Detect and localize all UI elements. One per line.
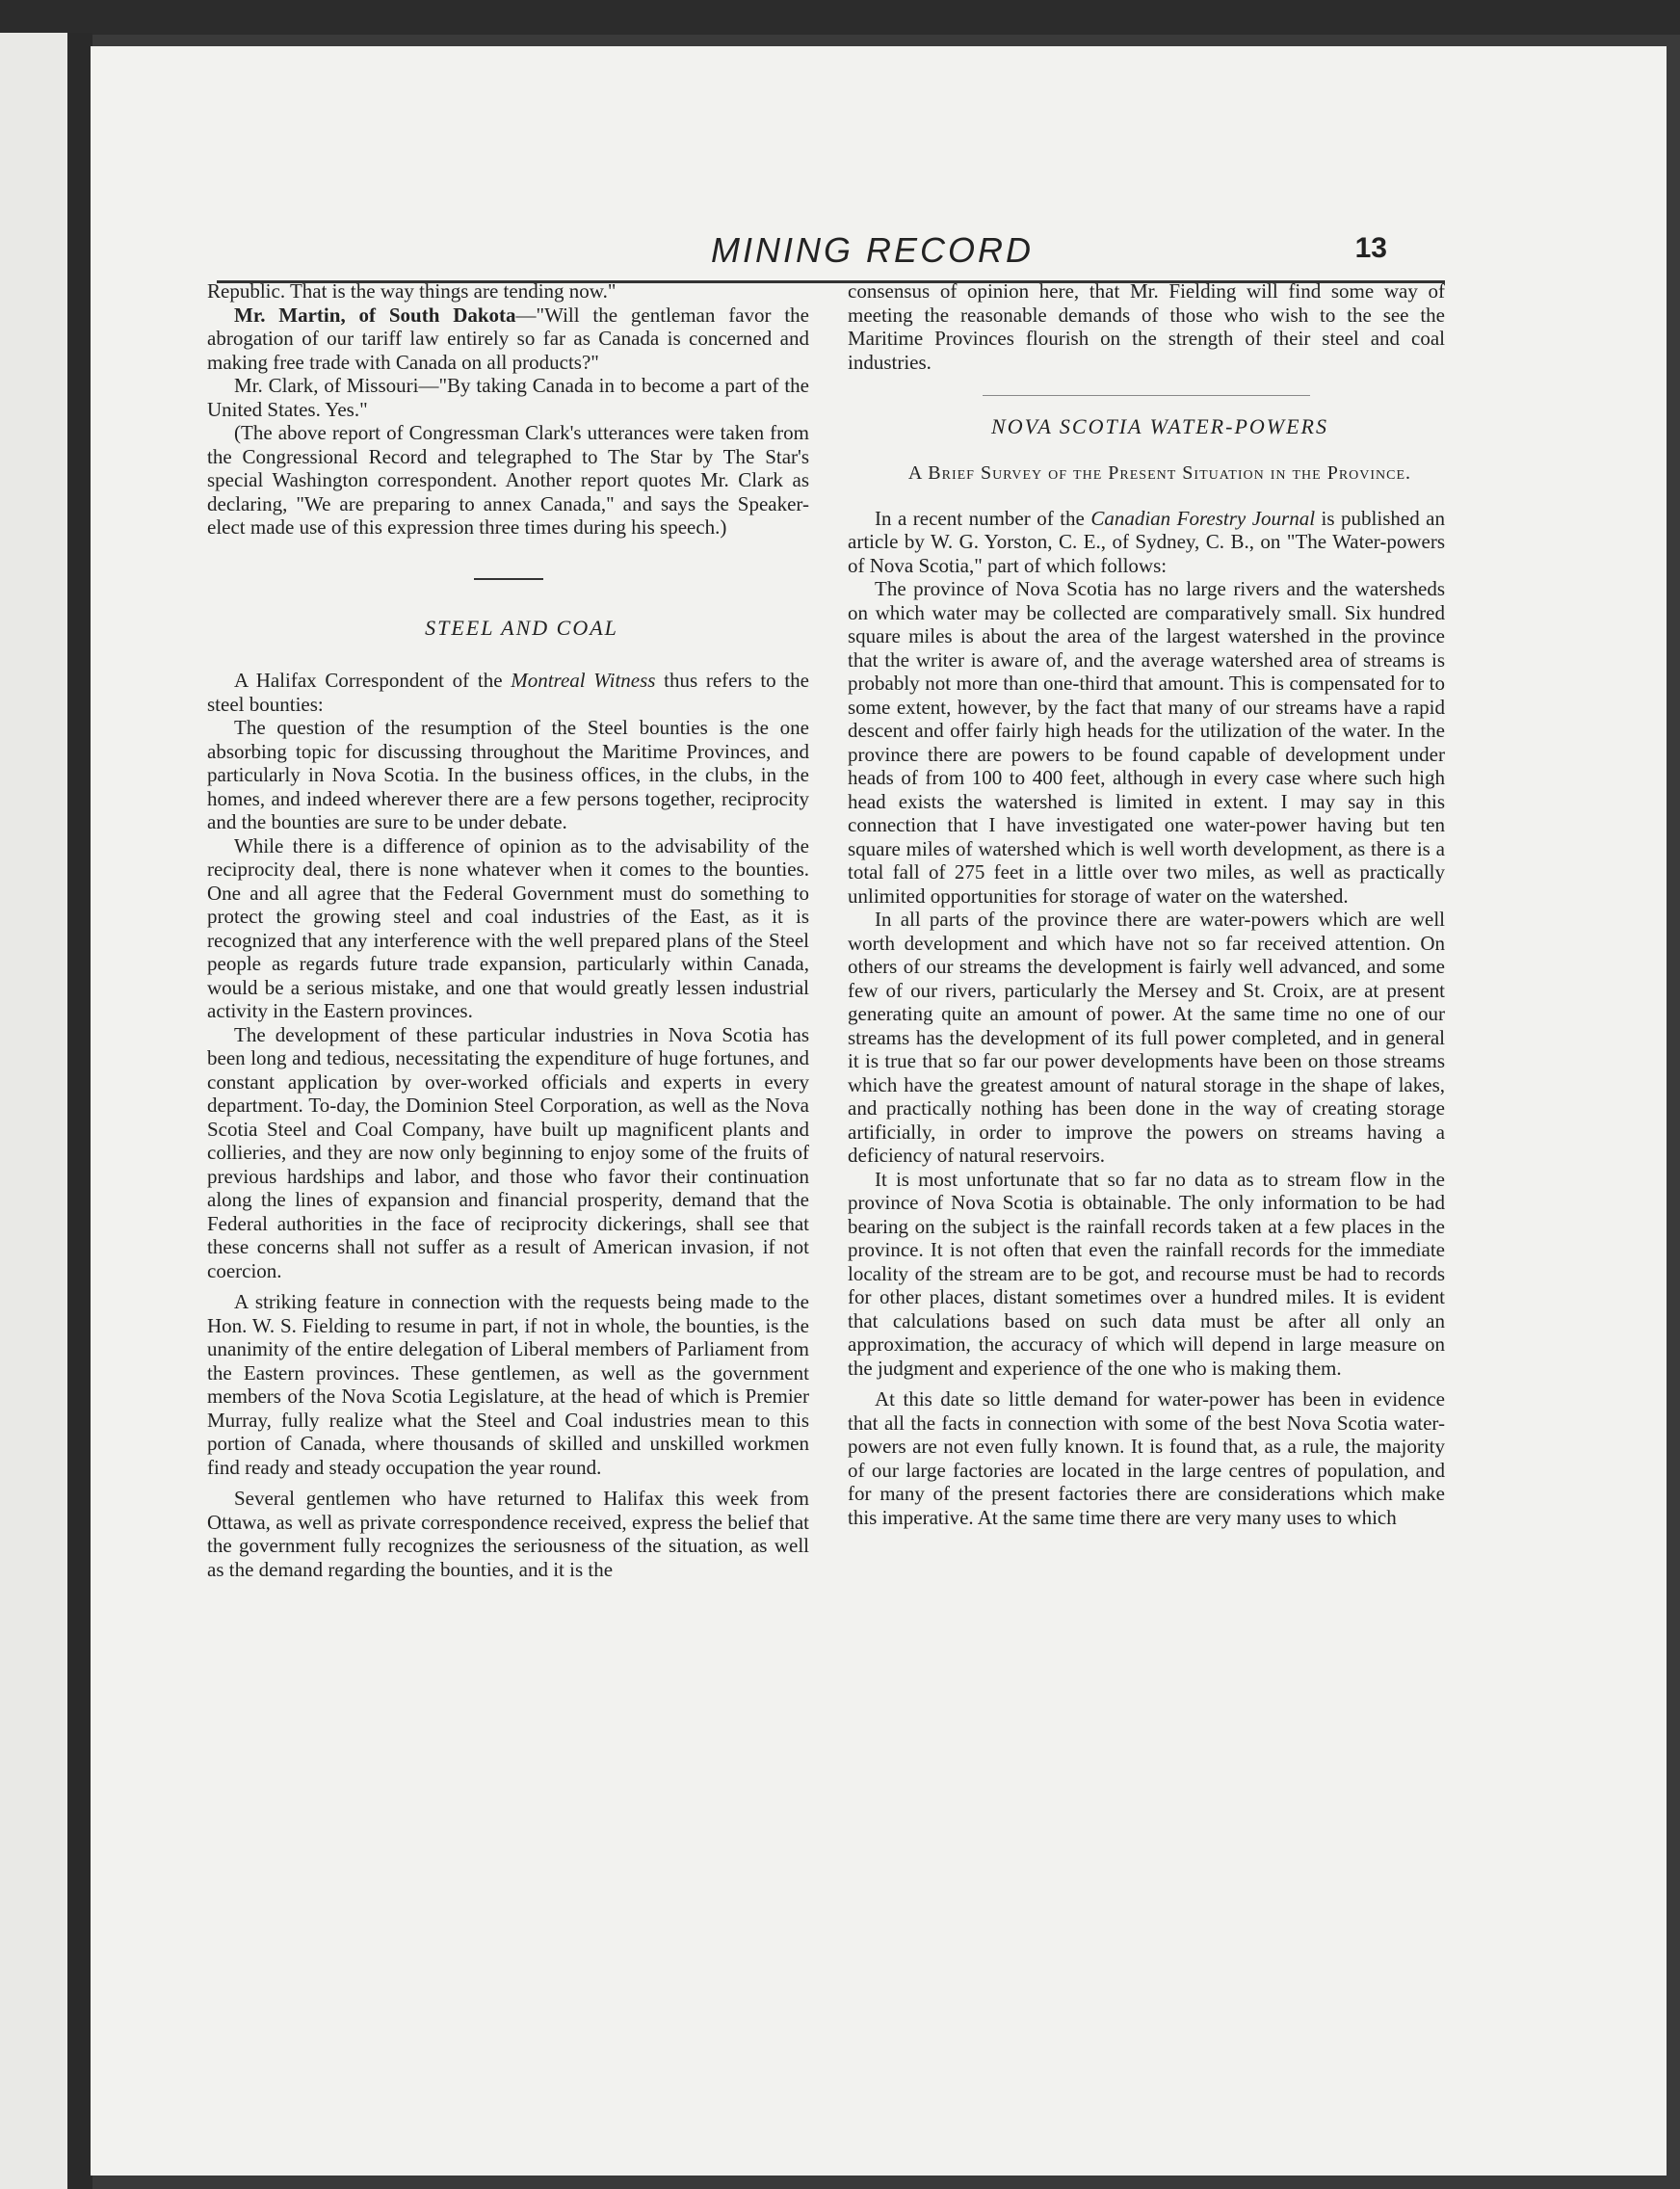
section-title-water: NOVA SCOTIA WATER-POWERS <box>991 414 1328 438</box>
speaker-text: —"Will the gentleman favor the abrogation of our tariff law entirely so far as Canada is concerned and making free trade with Canada on all products?" <box>207 303 809 374</box>
article-paragraph: It is most unfortunate that so far no data as to stream flow in the province of Nova Scotia is obtainable. The only information to be had bearing on the subject is the rainfall records taken at a few places in the province. It is not often that even the rainfall records for the immediate locality of the stream are to be got, and recourse must be had to records for other places, distant sometimes over a hundred miles. It is evident that calculations based on such data must be after all only an approximation, the accuracy of which will depend in large measure on the judgment and experience of the one who is making them. <box>848 1167 1445 1380</box>
article-paragraph: While there is a difference of opinion as to the advisability of the reciprocity deal, there is none whatever when it comes to the bounties. One and all agree that the Federal Government must do something to protect the growing steel and coal industries of the East, as it is recognized that any interference with the well prepared plans of the Steel people as regards future trade expansion, particularly within Canada, would be a serious mistake, and one that would greatly lessen industrial activity in the Eastern provinces. <box>207 833 809 1022</box>
right-column <box>848 279 1445 1529</box>
article-continuation: consensus of opinion here, that Mr. Fielding will find some way of meeting the reasonable demands of those who wish to the see the Maritime Provinces flourish on the strength of their steel and coal industries. <box>848 279 1445 374</box>
left-column <box>207 279 809 1581</box>
section-subtitle: A Brief Survey of the Present Situation in the Province. <box>907 462 1412 484</box>
article-paragraph: A striking feature in connection with the requests being made to the Hon. W. S. Fielding to resume in part, if not in whole, the bounties, is the unanimity of the entire delegation of Liberal members of Parliament from the Eastern provinces. These gentlemen, as well as the government members of the Nova Scotia Legislature, at the head of which is Premier Murray, fully realize what the Steel and Coal industries mean to this portion of Canada, where thousands of skilled and unskilled workmen find ready and steady occupation the year round. <box>207 1290 809 1479</box>
article-paragraph: In all parts of the province there are water-powers which are well worth development and which have not so far received attention. On others of our streams the development is fairly well advanced, and some few of our rivers, particularly the Mersey and St. Croix, are at present generating quite an amount of power. At the same time no one of our streams has the development of its full power completed, and in general it is true that so far our power developments have been on those streams which have the greatest amount of natural storage in the shape of lakes, and practically nothing has been done in the way of creating storage artificially, in order to improve the powers on streams having a deficiency of natural reservoirs. <box>848 908 1445 1167</box>
article-continuation: Republic. That is the way things are tending now." <box>207 279 617 303</box>
speaker-name: Mr. Martin, of South Dakota <box>234 303 516 327</box>
scan-top-strip <box>0 0 1680 35</box>
publication-name: Montreal Witness <box>511 669 656 692</box>
facing-page-edge <box>0 33 69 2189</box>
article-paragraph: The question of the resumption of the Steel bounties is the one absorbing topic for discussing throughout the Maritime Provinces, and particularly in Nova Scotia. In the business offices, in the clubs, in the homes, and indeed wherever there are a few persons together, reciprocity and the bounties are sure to be under debate. <box>207 716 809 833</box>
article-paragraph <box>207 303 809 375</box>
masthead-title: MINING RECORD <box>711 230 1034 270</box>
article-paragraph: Several gentlemen who have returned to Halifax this week from Ottawa, as well as private correspondence received, express the belief that the government fully recognizes the seriousness of the situation, as well as the demand regarding the bounties, and it is the <box>207 1487 809 1581</box>
page-number: 13 <box>1354 232 1387 264</box>
article-paragraph: A Halifax Correspondent of the Montreal Witness thus refers to the steel bounties: <box>207 669 809 716</box>
article-paragraph: (The above report of Congressman Clark's utterances were taken from the Congressional Record and telegraphed to The Star by The Star's special Washington correspondent. Another report quotes Mr. Clark as declaring, "We are preparing to annex Canada," and says the Speaker-elect made use of this expression three times during his speech.) <box>207 421 809 539</box>
masthead-bar <box>217 226 1445 283</box>
article-paragraph: Mr. Clark, of Missouri—"By taking Canada in to become a part of the United States. Yes." <box>207 374 809 421</box>
section-title-steel: STEEL AND COAL <box>425 615 618 640</box>
binding-gutter <box>67 33 92 2189</box>
publication-name: Canadian Forestry Journal <box>1090 506 1316 530</box>
article-paragraph: The province of Nova Scotia has no large rivers and the watersheds on which water may be collected are comparatively small. Six hundred square miles is about the area of the largest watershed in the province that the writer is aware of, and the average watershed area of streams is probably not more than one-third that amount. This is compensated for to some extent, however, by the fact that many of our streams have a rapid descent and offer fairly high heads for the utilization of the water. In the province there are powers to be found capable of development under heads of from 100 to 400 feet, although in every case where such high head exists the watershed is limited in extent. I may say in this connection that I have investigated one water-power having but ten square miles of watershed which is well worth development, as there is a total fall of 275 feet in a little over two miles, as well as practically unlimited opportunities for storage of water on the watershed. <box>848 577 1445 908</box>
show-through-text <box>800 116 1300 154</box>
article-paragraph: In a recent number of the Canadian Forestry Journal is published an article by W. G. Yorston, C. E., of Sydney, C. B., on "The Water-powers of Nova Scotia," part of which follows: <box>848 506 1446 577</box>
article-paragraph: The development of these particular industries in Nova Scotia has been long and tedious, necessitating the expenditure of huge fortunes, and constant application by over-worked officials and experts in every department. To-day, the Dominion Steel Corporation, as well as the Nova Scotia Steel and Coal Company, have built up magnificent plants and collieries, and they are now only beginning to enjoy some of the fruits of previous hardships and labor, and those who favor their continuation along the lines of expansion and financial prosperity, demand that the Federal authorities in the face of reciprocity dickerings, shall see that these concerns shall not suffer as a result of American invasion, if not coercion. <box>207 1022 809 1282</box>
article-paragraph: At this date so little demand for water-power has been in evidence that all the facts in connection with some of the best Nova Scotia water-powers are not even fully known. It is found that, as a rule, the majority of our large factories are located in the large centres of population, and for many of the present factories there are considerations which make this imperative. At the same time there are very many uses to which <box>848 1387 1445 1529</box>
